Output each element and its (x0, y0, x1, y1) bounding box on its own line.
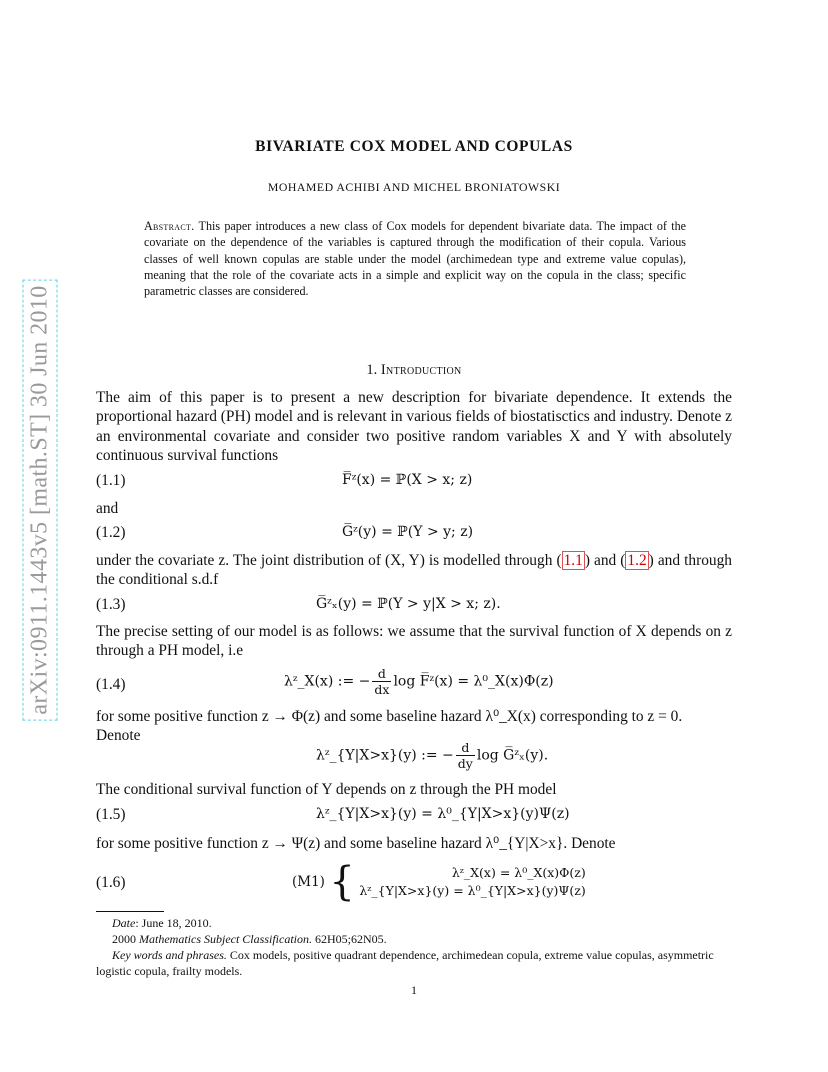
equation-body (284, 666, 554, 697)
equation-number: (1.2) (96, 524, 126, 541)
system-lines (359, 864, 585, 900)
msc-label: Mathematics Subject Classification. (139, 932, 312, 946)
section-heading (0, 362, 828, 379)
paragraph-joint-distribution (96, 551, 732, 590)
paragraph-positive-function: for some positive function z → Ψ(z) and some baseline hazard λ⁰_{Y|X>x}. Denote (96, 835, 616, 852)
fraction-denominator: dx (374, 682, 390, 697)
system-line-2: λᶻ_{Y|X>x}(y) = λ⁰_{Y|X>x}(y)Ψ(z) (359, 883, 586, 898)
arxiv-sidebar (20, 250, 60, 750)
equation-1-4 (96, 666, 732, 706)
system-line-1: λᶻ_X(x) = λ⁰_X(x)Φ(z) (451, 865, 586, 880)
fraction-numerator: d (456, 740, 475, 756)
paper-title: BIVARIATE COX MODEL AND COPULAS (255, 138, 573, 155)
abstract (144, 218, 686, 299)
equation-body: F̅ᶻ(x) = ℙ(X > x; z) (342, 472, 473, 488)
equation-rhs: log G̅ᶻₓ(y). (476, 747, 549, 764)
msc-year: 2000 (112, 932, 139, 946)
footnote-rule (96, 911, 164, 912)
paragraph-model-setting: The precise setting of our model is as follows: we assume that the survival function of X depends on z through a PH model, i.e (96, 623, 732, 660)
left-brace: { (329, 859, 355, 905)
equation-system (292, 859, 586, 905)
equation-number: (1.6) (96, 874, 126, 891)
footnote-keywords (96, 948, 732, 979)
arxiv-identifier[interactable]: arXiv:0911.1443v5 [math.ST] 30 Jun 2010 (26, 285, 53, 715)
equation-number: (1.5) (96, 806, 126, 823)
paragraph-denote: Denote (96, 727, 141, 744)
date-label: Date (112, 916, 136, 930)
paragraph-and: and (96, 500, 119, 517)
msc-codes: 62H05;62N05. (311, 932, 387, 946)
paragraph-intro: The aim of this paper is to present a new description for bivariate dependence. It extends the proportional hazard (PH) model and is relevant in various fields of biostatisctics and industry. Denote z an environmental covariate and consider two positive random variables X and Y with absolutely continuous survival functions (96, 389, 732, 465)
derivative-fraction (372, 666, 391, 697)
fraction-numerator: d (372, 666, 391, 682)
equation-body: G̅ᶻₓ(y) = ℙ(Y > y|X > x; z). (316, 596, 501, 612)
equation-1-3 (96, 596, 732, 620)
equation-body: λᶻ_{Y|X>x}(y) = λ⁰_{Y|X>x}(y)Ψ(z) (316, 806, 570, 822)
keywords-label: Key words and phrases. (112, 948, 227, 962)
date-value: : June 18, 2010. (135, 916, 212, 930)
equation-number: (1.3) (96, 596, 126, 613)
equation-body (316, 740, 548, 771)
abstract-text: This paper introduces a new class of Cox models for dependent bivariate data. The impact of the covariate on the dependence of the variables is captured through the modification of their copula. Various classes of well known copulas are stable under the model (archimedean type and extreme value copulas), meaning that the role of the covariate acts in a simple and explicit way on the copula in the class; specific parametric classes are considered. (144, 219, 686, 299)
section-number: 1. (366, 362, 378, 378)
fraction-denominator: dy (457, 756, 473, 771)
equation-conditional-hazard (96, 740, 732, 780)
page-number: 1 (411, 983, 417, 997)
equation-1-6 (96, 859, 732, 905)
paragraph-text: under the covariate z. The joint distribution of (X, Y) is modelled through ( (96, 552, 562, 569)
equation-link-1-2[interactable]: 1.2 (627, 552, 647, 569)
equation-rhs: log F̅ᶻ(x) = λ⁰_X(x)Φ(z) (393, 673, 554, 690)
equation-1-2 (96, 524, 732, 548)
equation-link-1-1[interactable]: 1.1 (563, 552, 583, 569)
system-label: (M1) (292, 874, 325, 890)
paragraph-baseline-hazard: for some positive function z → Φ(z) and some baseline hazard λ⁰_X(x) corresponding to z = 0. (96, 708, 683, 725)
abstract-label: Abstract. (144, 219, 195, 233)
paragraph-text: ) and through the conditional s.d.f (96, 552, 733, 589)
paper-authors: MOHAMED ACHIBI AND MICHEL BRONIATOWSKI (267, 180, 561, 194)
equation-number: (1.1) (96, 472, 126, 489)
derivative-fraction (456, 740, 475, 771)
paragraph-text: ) and ( (584, 552, 626, 569)
equation-1-5 (96, 806, 732, 830)
keywords-text: Cox models, positive quadrant dependence, archimedean copula, extreme value copulas, asymmetric logistic copula, frailty models. (96, 948, 714, 978)
equation-number: (1.4) (96, 676, 126, 693)
section-title: Introduction (380, 362, 462, 378)
equation-lhs: λᶻ_{Y|X>x}(y) := − (316, 747, 454, 764)
footnote-msc (96, 932, 732, 948)
equation-body: G̅ᶻ(y) = ℙ(Y > y; z) (342, 524, 474, 540)
equation-1-1 (96, 472, 732, 496)
equation-lhs: λᶻ_X(x) := − (284, 673, 371, 690)
paragraph-conditional-survival: The conditional survival function of Y depends on z through the PH model (96, 781, 557, 798)
footnote-date (96, 916, 732, 932)
